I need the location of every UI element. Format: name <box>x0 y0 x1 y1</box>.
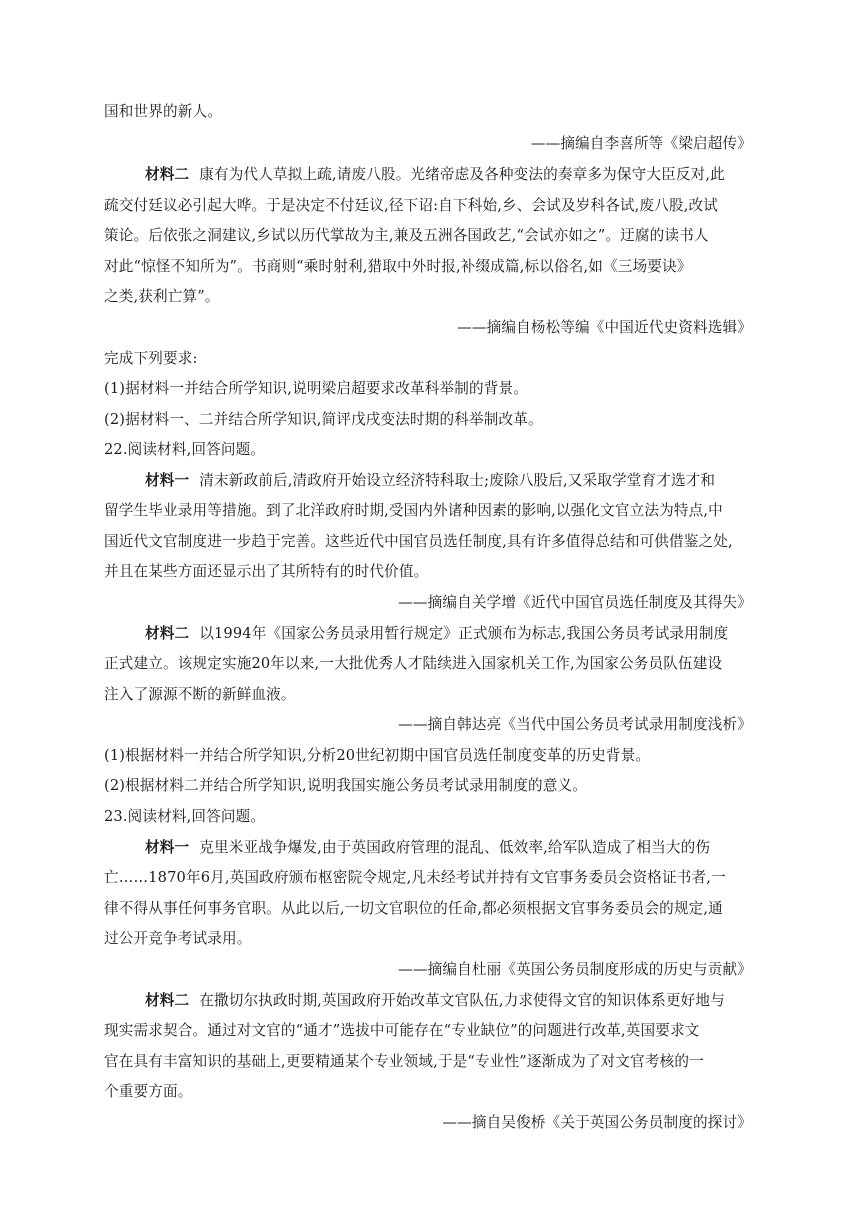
text-line: 清末新政前后,清政府开始设立经济特科取士;废除八股后,又采取学堂育才选才和 <box>199 472 716 489</box>
material-label: 材料二 <box>145 625 190 642</box>
material-paragraph-start <box>145 838 754 858</box>
text-line: 对此“惊怪不知所为”。书商则“乘时射利,猎取中外时报,补缀成篇,标以俗名,如《三场要诀》 <box>104 258 692 275</box>
text-line: 正式建立。该规定实施20年以来,一大批优秀人才陆续进入国家机关工作,为国家公务员队伍建设 <box>104 655 723 672</box>
text-line: 在撒切尔执政时期,英国政府开始改革文官队伍,力求使得文官的知识体系更好地与 <box>199 992 725 1009</box>
text-line: 现实需求契合。通过对文官的“通才”选拔中可能存在“专业缺位”的问题进行改革,英国要求文 <box>104 1022 700 1039</box>
text-line: 疏交付廷议必引起大哗。于是决定不付廷议,径下诏:自下科始,乡、会试及岁科各试,废八股,改试 <box>104 197 718 214</box>
material-paragraph-start <box>145 624 754 644</box>
text-line: 留学生毕业录用等措施。到了北洋政府时期,受国内外诸种因素的影响,以强化文官立法为特点,中 <box>104 502 723 519</box>
material-paragraph-start <box>145 991 754 1011</box>
material-label: 材料二 <box>145 992 190 1009</box>
material-paragraph-start <box>145 165 754 185</box>
source-citation: ——摘编自关学增《近代中国官员选任制度及其得失》 <box>398 594 752 611</box>
text-line: 个重要方面。 <box>104 1083 193 1100</box>
text-line: 策论。后依张之洞建议,乡试以历代掌故为主,兼及五洲各国政艺,“会试亦如之”。迂腐的读书人 <box>104 227 709 244</box>
text-line: 律不得从事任何事务官职。从此以后,一切文官职位的任命,都必须根据文官事务委员会的规定,通 <box>104 900 723 917</box>
question-heading: 23.阅读材料,回答问题。 <box>104 808 266 825</box>
text-line: 注入了源源不断的新鲜血液。 <box>104 686 296 703</box>
text-line: 国近代文官制度进一步趋于完善。这些近代中国官员选任制度,具有许多值得总结和可供借鉴之处, <box>104 533 733 550</box>
text-line: 并且在某些方面还显示出了其所特有的时代价值。 <box>104 563 429 580</box>
question-item: (2)根据材料二并结合所学知识,说明我国实施公务员考试录用制度的意义。 <box>104 777 587 794</box>
text-line: 康有为代人草拟上疏,请废八股。光绪帝虑及各种变法的奏章多为保守大臣反对,此 <box>199 166 725 183</box>
question-instruction: 完成下列要求: <box>104 350 198 367</box>
material-paragraph-start <box>145 471 754 491</box>
question-item: (1)据材料一并结合所学知识,说明梁启超要求改革科举制的背景。 <box>104 380 528 397</box>
source-citation: ——摘编自杨松等编《中国近代史资料选辑》 <box>457 319 752 336</box>
material-label: 材料一 <box>145 839 190 856</box>
text-line: 以1994年《国家公务员录用暂行规定》正式颁布为标志,我国公务员考试录用制度 <box>199 625 729 642</box>
text-line: 克里米亚战争爆发,由于英国政府管理的混乱、低效率,给军队造成了相当大的伤 <box>199 839 711 856</box>
question-heading: 22.阅读材料,回答问题。 <box>104 441 266 458</box>
source-citation: ——摘编自李喜所等《梁启超传》 <box>530 135 752 152</box>
material-label: 材料二 <box>145 166 190 183</box>
text-line: 亡……1870年6月,英国政府颁布枢密院令规定,凡未经考试并持有文官事务委员会资格证书者,一 <box>104 869 726 886</box>
text-line: 之类,获利亡算”。 <box>104 288 220 305</box>
question-item: (1)根据材料一并结合所学知识,分析20世纪初期中国官员选任制度变革的历史背景。 <box>104 747 651 764</box>
source-citation: ——摘编自杜丽《英国公务员制度形成的历史与贡献》 <box>398 961 752 978</box>
text-line: 过公开竞争考试录用。 <box>104 930 252 947</box>
text-line: 官在具有丰富知识的基础上,更要精通某个专业领域,于是“专业性”逐渐成为了对文官考核的一 <box>104 1053 704 1070</box>
source-citation: ——摘自吴俊桥《关于英国公务员制度的探讨》 <box>442 1114 752 1131</box>
material-label: 材料一 <box>145 472 190 489</box>
question-item: (2)据材料一、二并结合所学知识,简评戊戌变法时期的科举制改革。 <box>104 411 543 428</box>
text-line: 国和世界的新人。 <box>104 103 222 120</box>
source-citation: ——摘自韩达亮《当代中国公务员考试录用制度浅析》 <box>398 716 752 733</box>
